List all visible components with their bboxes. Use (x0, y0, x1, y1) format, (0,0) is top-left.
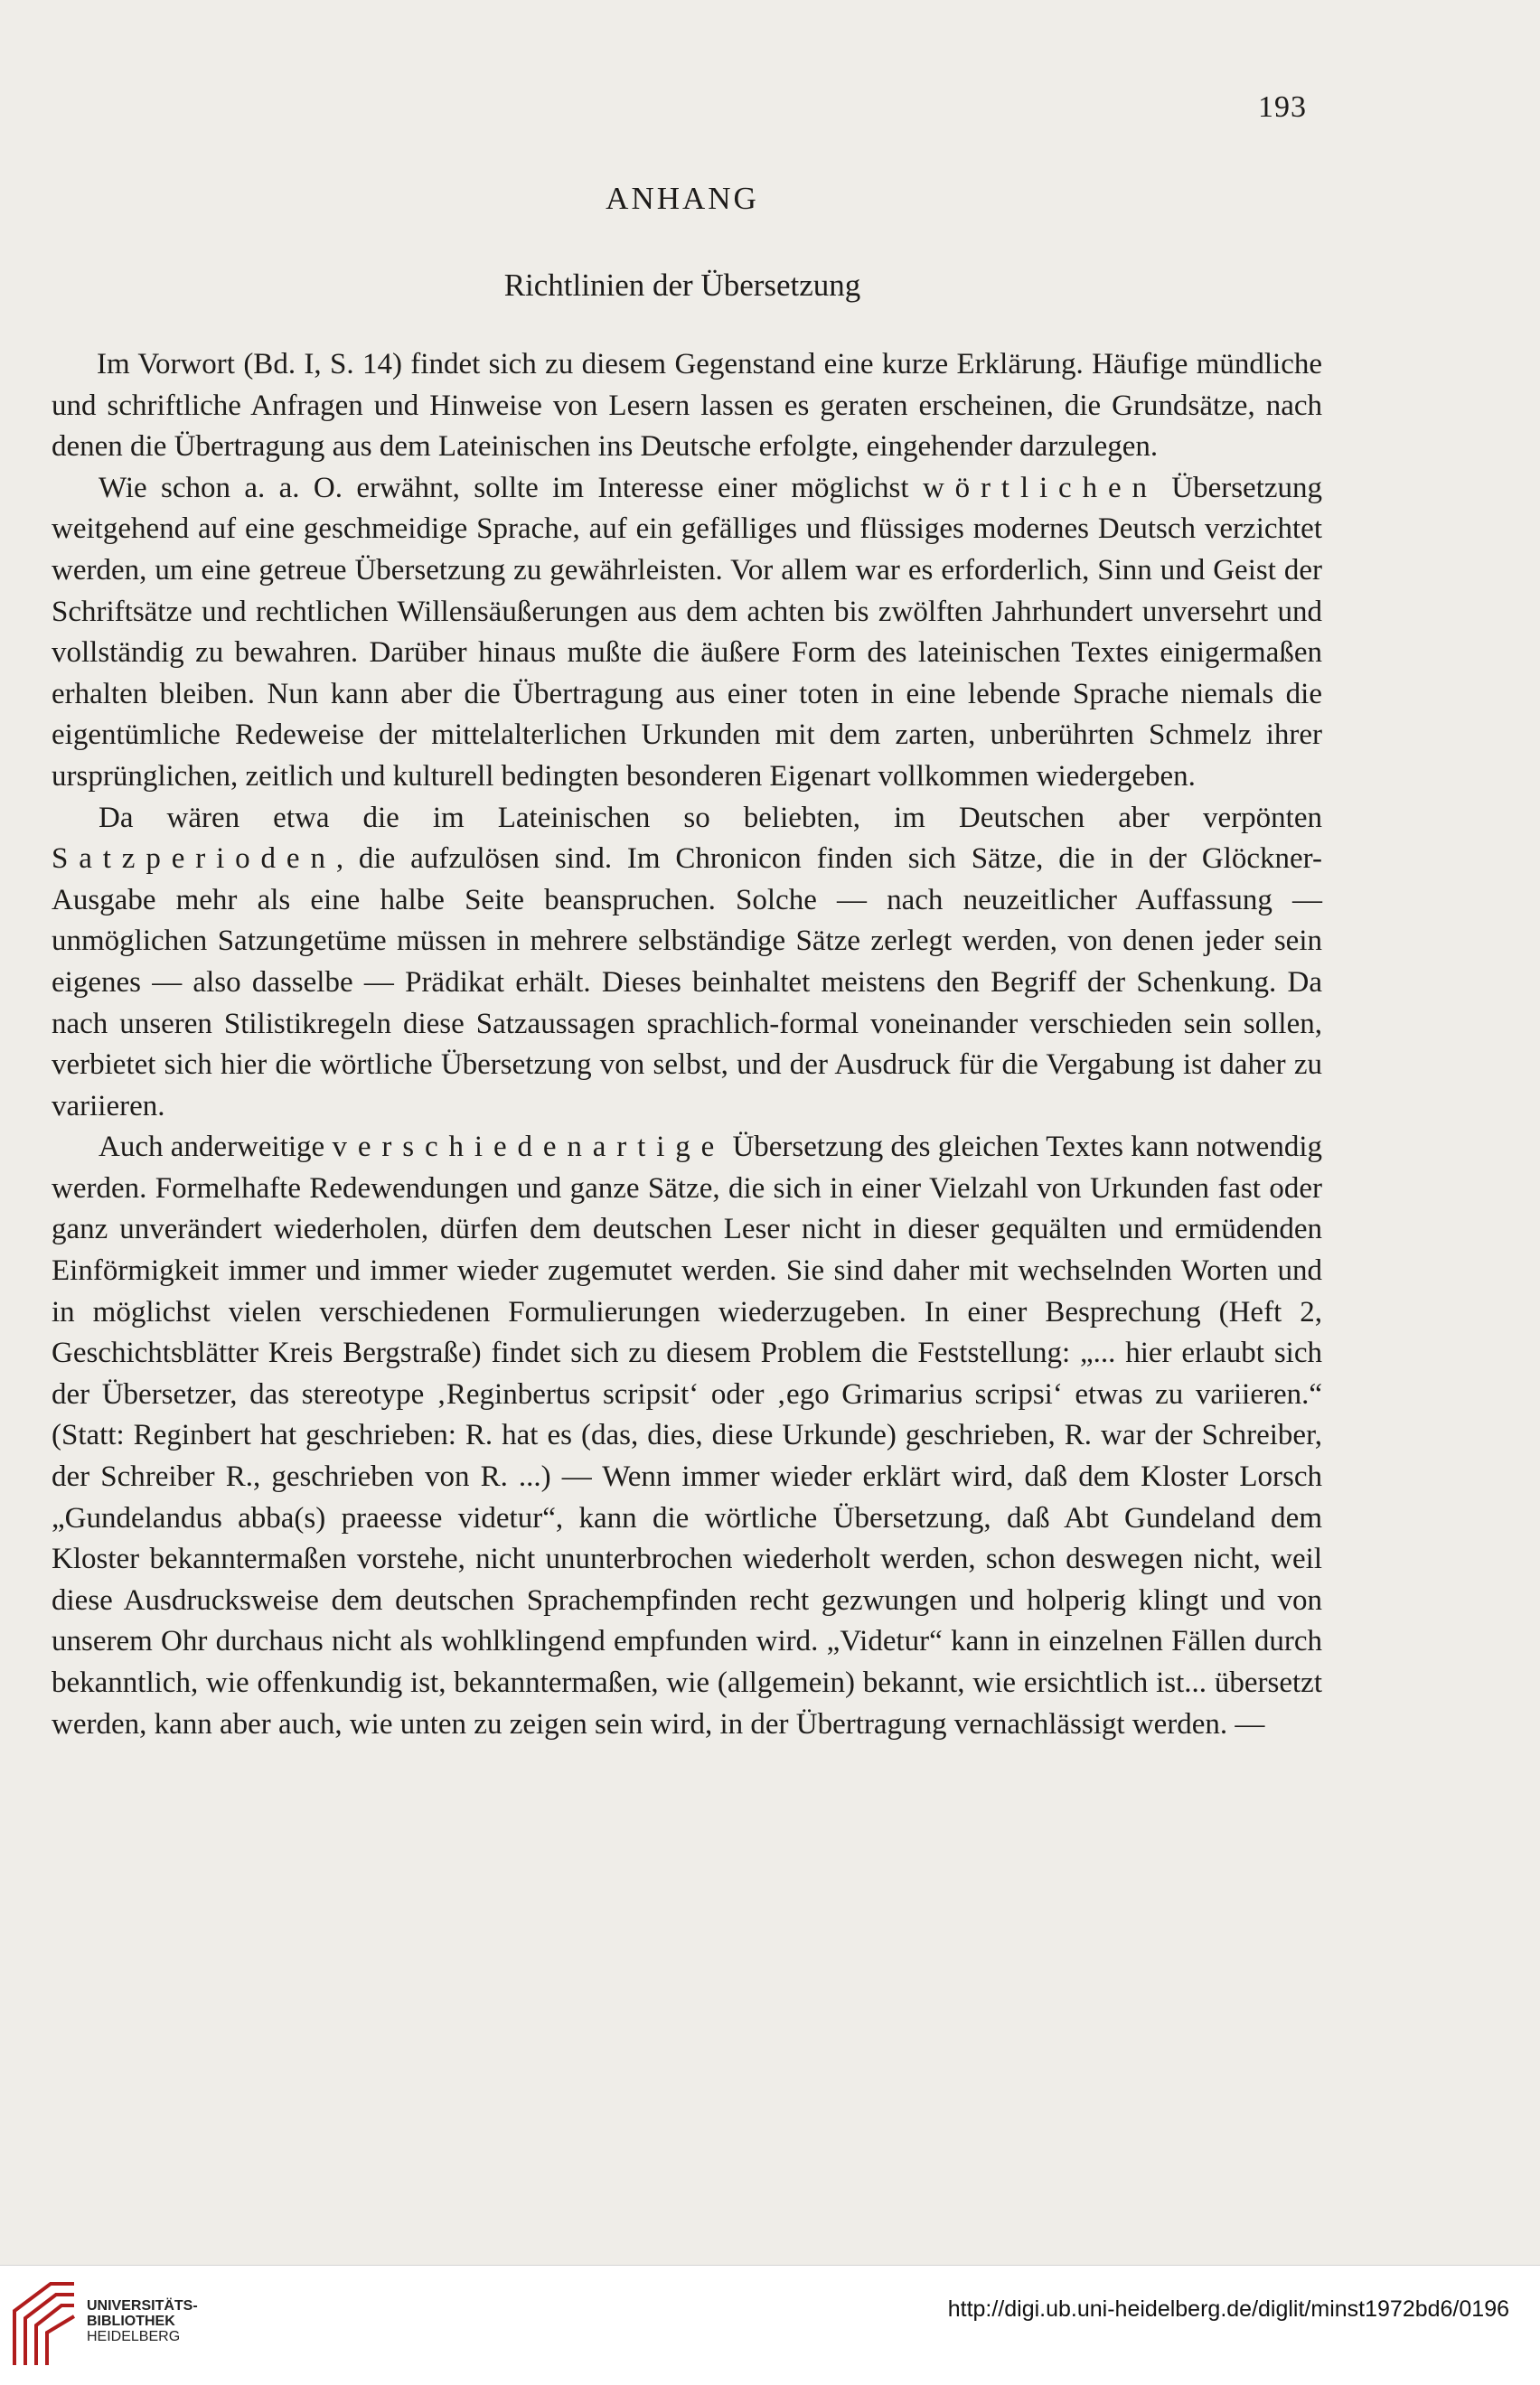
library-name (87, 2298, 198, 2344)
page-number: 193 (1258, 90, 1307, 124)
library-footer (0, 2265, 1540, 2385)
library-name-line-3: HEIDELBERG (87, 2329, 181, 2344)
permalink-url[interactable]: http://digi.ub.uni-heidelberg.de/diglit/minst1972bd6/0196 (947, 2296, 1509, 2322)
library-logo-icon (9, 2277, 80, 2371)
library-name-line-2: BIBLIOTHEK (87, 2314, 175, 2329)
paragraph-3-lead: Da wären etwa die im Lateinischen so beliebten, im Deutschen aber verpönten (99, 801, 1322, 834)
paragraph-2 (52, 468, 1322, 798)
section-title: ANHANG (606, 181, 759, 216)
paragraph-4-lead: Auch anderweitige (99, 1131, 325, 1164)
paragraph-4 (52, 1127, 1322, 1745)
paragraph-3 (52, 798, 1322, 1128)
emphasis-woertlichen: wörtlichen (922, 471, 1158, 504)
emphasis-verschiedenartige: verschiedenartige (332, 1131, 726, 1164)
library-name-line-1: UNIVERSITÄTS- (87, 2298, 198, 2314)
paragraph-2-rest: Übersetzung weitgehend auf eine geschmeidige Sprache, auf ein gefälliges und flüssiges modernes Deutsch verzichtet werden, um eine getreue Übersetzung zu gewährleisten. Vor allem war es erforderlich, Sinn und Geist der Schriftsätze und rechtlichen Willensäußerungen aus dem achten bis zwölften Jahrhundert unversehrt und vollständig zu bewahren. Darüber hinaus mußte die äußere Form des lateinischen Textes einigermaßen erhalten bleiben. Nun kann aber die Übertragung aus einer toten in eine lebende Sprache niemals die eigentümliche Redeweise der mittelalterlichen Urkunden mit dem zarten, unberührten Schmelz ihrer ursprünglichen, zeitlich und kulturell bedingten besonderen Eigenart vollkommen wiedergeben. (52, 471, 1323, 793)
emphasis-satzperioden: Satzperioden (52, 842, 336, 876)
body-text (52, 344, 1322, 1745)
logo-strokes (14, 2284, 74, 2365)
paragraph-2-lead: Wie schon a. a. O. erwähnt, sollte im Interesse einer möglichst (99, 471, 909, 504)
subtitle: Richtlinien der Übersetzung (503, 268, 861, 303)
paragraph-1: Im Vorwort (Bd. I, S. 14) findet sich zu diesem Gegenstand eine kurze Erklärung. Häufige mündliche und schriftliche Anfragen und Hinweise von Lesern lassen es geraten erscheinen, die Grundsätze, nach denen die Übertragung aus dem Lateinischen ins Deutsche erfolgte, eingehender darzulegen. (52, 348, 1322, 464)
paragraph-3-rest: , die aufzulösen sind. Im Chronicon finden sich Sätze, die in der Glöckner-Ausgabe mehr als eine halbe Seite beanspruchen. Solche — nach neuzeitlicher Auffassung — unmöglichen Satzungetüme müssen in mehrere selbständige Sätze zerlegt werden, von denen jeder sein eigenes — also dasselbe — Prädikat erhält. Dieses beinhaltet meistens den Begriff der Schenkung. Da nach unseren Stilistikregeln diese Satzaussagen sprachlich-formal voneinander verschieden sein sollen, verbietet sich hier die wörtliche Übersetzung von selbst, und der Ausdruck für die Vergabung ist daher zu variieren. (52, 842, 1322, 1122)
paragraph-4-rest: Übersetzung des gleichen Textes kann notwendig werden. Formelhafte Redewendungen und ganze Sätze, die sich in einer Vielzahl von Urkunden fast oder ganz unverändert wiederholen, dürfen dem deutschen Leser nicht in dieser gequälten und ermüdenden Einförmigkeit immer und immer wieder zugemutet werden. Sie sind daher mit wechselnden Worten und in möglichst vielen verschiedenen Formulierungen wiederzugeben. In einer Besprechung (Heft 2, Geschichtsblätter Kreis Bergstraße) findet sich zu diesem Problem die Feststellung: „... hier erlaubt sich der Übersetzer, das stereotype ‚Reginbertus scripsit‘ oder ‚ego Grimarius scripsi‘ etwas zu variieren.“ (Statt: Reginbert hat geschrieben: R. hat es (das, dies, diese Urkunde) geschrieben, R. war der Schreiber, der Schreiber R., geschrieben von R. ...) — Wenn immer wieder erklärt wird, daß dem Kloster Lorsch „Gundelandus abba(s) praeesse videtur“, kann die wörtliche Übersetzung, daß Abt Gundeland dem Kloster bekanntermaßen vorstehe, nicht ununterbrochen wiederholt werden, schon deswegen nicht, weil diese Ausdrucksweise dem deutschen Sprachempfinden recht gezwungen und holperig klingt und von unserem Ohr durchaus nicht als wohlklingend empfunden wird. „Videtur“ kann in einzelnen Fällen durch bekanntlich, wie offenkundig ist, bekanntermaßen, wie (allgemein) bekannt, wie ersichtlich ist... übersetzt werden, kann aber auch, wie unten zu zeigen sein wird, in der Übertragung vernachlässigt werden. — (52, 1131, 1322, 1741)
